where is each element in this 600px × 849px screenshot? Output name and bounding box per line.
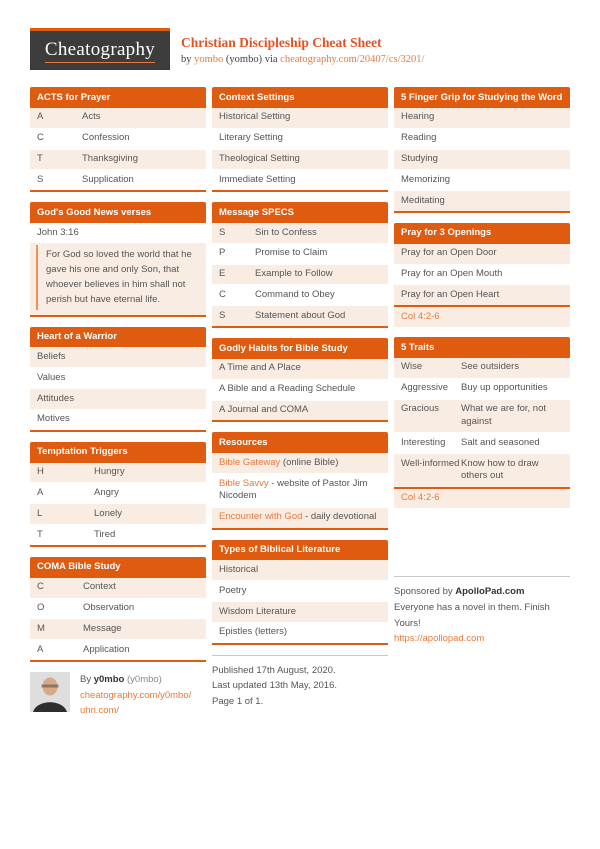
section-godly-habits-for-bible-study bbox=[212, 338, 388, 422]
section-pray-for-3-openings bbox=[394, 223, 570, 327]
footer-profile bbox=[30, 672, 206, 719]
published-text: Published 17th August, 2020. bbox=[212, 664, 336, 676]
section-types-of-biblical-literature bbox=[212, 540, 388, 645]
profile-alias: (y0mbo) bbox=[127, 673, 162, 685]
row-key: L bbox=[37, 507, 43, 519]
row-value: Buy up opportunities bbox=[461, 382, 548, 394]
row-value: Acts bbox=[82, 111, 101, 123]
section-row: Immediate Setting bbox=[212, 169, 388, 190]
section-row bbox=[30, 503, 206, 524]
section-row: Theological Setting bbox=[212, 149, 388, 170]
row-key: C bbox=[37, 581, 44, 593]
section-title: Godly Habits for Bible Study bbox=[212, 338, 388, 359]
page-title: Christian Discipleship Cheat Sheet bbox=[181, 35, 382, 50]
section-row: Pray for an Open Heart bbox=[394, 284, 570, 305]
section-row bbox=[30, 598, 206, 619]
section-row: Memorizing bbox=[394, 169, 570, 190]
section-title: ACTS for Prayer bbox=[30, 87, 206, 108]
profile-url-link[interactable]: cheatography.com/y0mbo/ bbox=[80, 689, 192, 701]
section-row bbox=[394, 432, 570, 453]
section-title: 5 Traits bbox=[394, 337, 570, 358]
cheatography-logo[interactable] bbox=[30, 28, 170, 70]
row-key: T bbox=[37, 153, 43, 164]
section-row: Beliefs bbox=[30, 347, 206, 367]
section-row: Wisdom Literature bbox=[212, 601, 388, 622]
section-body bbox=[394, 244, 570, 307]
section-row: A Time and A Place bbox=[212, 359, 388, 379]
section-row: Bible Gateway (online Bible) bbox=[212, 453, 388, 473]
row-key: Aggressive bbox=[401, 382, 448, 394]
row-value: See outsiders bbox=[461, 361, 520, 373]
section-title: Temptation Triggers bbox=[30, 442, 206, 463]
row-value: Message bbox=[83, 622, 122, 634]
row-key: S bbox=[219, 226, 226, 238]
row-key: O bbox=[37, 602, 45, 613]
title-block bbox=[181, 28, 424, 65]
section-title: Context Settings bbox=[212, 87, 388, 108]
byline-prefix: by bbox=[181, 54, 192, 65]
verse-quote-text: For God so loved the world that he gave his one and only Son, that whoever believes in him shall not perish but have eternal life. bbox=[36, 245, 199, 310]
row-key: T bbox=[37, 528, 43, 540]
section-row bbox=[30, 524, 206, 545]
section-row bbox=[212, 305, 388, 326]
row-value: Tired bbox=[94, 528, 116, 540]
row-value: Observation bbox=[83, 602, 135, 613]
row-key: A bbox=[37, 486, 44, 498]
section-row bbox=[212, 284, 388, 305]
row-key: E bbox=[219, 268, 226, 280]
row-key: P bbox=[219, 247, 226, 259]
row-key: S bbox=[37, 173, 44, 185]
section-body bbox=[30, 347, 206, 431]
column-3 bbox=[394, 87, 570, 647]
row-value: Promise to Claim bbox=[255, 247, 328, 259]
section-body bbox=[394, 358, 570, 489]
by-label: By bbox=[80, 673, 92, 685]
page-header bbox=[30, 28, 570, 70]
section-body bbox=[212, 359, 388, 422]
section-row bbox=[30, 128, 206, 149]
section-row bbox=[212, 264, 388, 285]
avatar bbox=[30, 672, 70, 712]
section-row bbox=[394, 378, 570, 399]
sponsor-tagline: Everyone has a novel in them. Finish Yours! bbox=[394, 601, 550, 629]
verse-quote bbox=[30, 243, 206, 315]
row-key: A bbox=[37, 643, 44, 655]
section-row bbox=[212, 223, 388, 243]
footer-meta bbox=[212, 655, 388, 710]
section-row: Attitudes bbox=[30, 388, 206, 409]
section-row bbox=[394, 399, 570, 433]
sponsor-name: ApolloPad.com bbox=[455, 586, 525, 598]
author-alias: (yombo) bbox=[225, 54, 263, 65]
resource-link[interactable]: Encounter with God bbox=[219, 511, 303, 523]
section-title: 5 Finger Grip for Studying the Word bbox=[394, 87, 570, 108]
row-value: Supplication bbox=[82, 173, 134, 185]
content-columns bbox=[30, 87, 570, 717]
profile-author: y0mbo bbox=[93, 673, 125, 685]
section-acts-for-prayer bbox=[30, 87, 206, 192]
footer-sponsor bbox=[394, 576, 570, 647]
column-2 bbox=[212, 87, 388, 707]
section-row: Historical bbox=[212, 560, 388, 580]
profile-text bbox=[80, 672, 191, 719]
row-value: Hungry bbox=[94, 466, 125, 478]
sheet-url-link[interactable]: cheatography.com/20407/cs/3201/ bbox=[280, 54, 425, 65]
row-value: Confession bbox=[82, 132, 130, 144]
section-row bbox=[30, 169, 206, 190]
section-temptation-triggers bbox=[30, 442, 206, 547]
row-key: A bbox=[37, 111, 44, 123]
section-message-specs bbox=[212, 202, 388, 328]
source-reference-link[interactable]: Col 4:2-6 bbox=[394, 489, 570, 509]
section-coma-bible-study bbox=[30, 557, 206, 662]
section-title: Resources bbox=[212, 432, 388, 453]
section-body bbox=[30, 578, 206, 662]
resource-link[interactable]: Bible Gateway bbox=[219, 456, 281, 468]
via-label: via bbox=[264, 54, 278, 65]
section-row bbox=[30, 618, 206, 639]
section-title: God's Good News verses bbox=[30, 202, 206, 223]
row-value: Lonely bbox=[94, 507, 122, 519]
section-title: Message SPECS bbox=[212, 202, 388, 223]
section-row: Historical Setting bbox=[212, 108, 388, 128]
row-value: Salt and seasoned bbox=[461, 436, 540, 448]
row-value: Example to Follow bbox=[255, 268, 333, 280]
author-link[interactable]: yombo bbox=[194, 54, 224, 65]
source-reference-link[interactable]: Col 4:2-6 bbox=[394, 307, 570, 327]
section-context-settings bbox=[212, 87, 388, 192]
row-value: Sin to Confess bbox=[255, 226, 317, 238]
section-row: Values bbox=[30, 367, 206, 388]
section-heart-of-a-warrior bbox=[30, 327, 206, 432]
section-row: Epistles (letters) bbox=[212, 622, 388, 643]
section-row bbox=[394, 453, 570, 487]
sponsored-by-label: Sponsored by bbox=[394, 586, 453, 598]
section-row bbox=[30, 463, 206, 483]
section-row: Poetry bbox=[212, 580, 388, 601]
row-value: What we are for, not against bbox=[461, 403, 547, 427]
row-key: H bbox=[37, 466, 44, 478]
section-row: Reading bbox=[394, 128, 570, 149]
section-body bbox=[30, 463, 206, 547]
section-row: Bible Savvy - website of Pastor Jim Nicodem bbox=[212, 473, 388, 507]
section-row: Pray for an Open Mouth bbox=[394, 264, 570, 285]
column-1 bbox=[30, 87, 206, 717]
section-title: Heart of a Warrior bbox=[30, 327, 206, 348]
section-row: Literary Setting bbox=[212, 128, 388, 149]
section-row: Pray for an Open Door bbox=[394, 244, 570, 264]
section-body bbox=[212, 560, 388, 644]
section-row bbox=[30, 639, 206, 660]
section-row: Meditating bbox=[394, 190, 570, 211]
row-key: Gracious bbox=[401, 403, 440, 415]
section-god-s-good-news-verses bbox=[30, 202, 206, 316]
section-body bbox=[212, 223, 388, 328]
section-row: A Bible and a Reading Schedule bbox=[212, 379, 388, 400]
section-row bbox=[30, 108, 206, 128]
row-key: Well-informed bbox=[401, 457, 460, 469]
verse-label: John 3:16 bbox=[30, 223, 206, 243]
section-title: COMA Bible Study bbox=[30, 557, 206, 578]
section-row: A Journal and COMA bbox=[212, 400, 388, 421]
section-row bbox=[30, 578, 206, 598]
section-row: Motives bbox=[30, 409, 206, 430]
page-number-text: Page 1 of 1. bbox=[212, 695, 264, 707]
profile-site-link[interactable]: uhri.com/ bbox=[80, 705, 120, 717]
row-key: Wise bbox=[401, 361, 423, 373]
section-title: Types of Biblical Literature bbox=[212, 540, 388, 561]
section-body bbox=[30, 108, 206, 192]
row-key: C bbox=[37, 132, 44, 144]
section-5-traits bbox=[394, 337, 570, 508]
row-key: S bbox=[219, 309, 226, 321]
cheatography-logo-text: Cheatography bbox=[45, 39, 155, 63]
section-row: Studying bbox=[394, 149, 570, 170]
row-value: Know how to draw others out bbox=[461, 457, 539, 482]
byline bbox=[181, 54, 424, 65]
section-5-finger-grip-for-studying-the-word bbox=[394, 87, 570, 213]
row-value: Angry bbox=[94, 486, 119, 498]
section-row bbox=[30, 149, 206, 170]
row-key: C bbox=[219, 288, 226, 300]
section-row bbox=[30, 482, 206, 503]
section-row: Hearing bbox=[394, 108, 570, 128]
section-resources bbox=[212, 432, 388, 529]
row-value: Application bbox=[83, 643, 130, 655]
section-body bbox=[212, 453, 388, 529]
section-row: Encounter with God - daily devotional bbox=[212, 507, 388, 528]
row-key: M bbox=[37, 622, 45, 634]
section-body bbox=[212, 108, 388, 192]
section-body bbox=[394, 108, 570, 213]
row-key: Interesting bbox=[401, 436, 446, 448]
row-value: Thanksgiving bbox=[82, 153, 138, 164]
row-value: Context bbox=[83, 581, 116, 593]
section-body bbox=[30, 223, 206, 317]
section-row bbox=[212, 243, 388, 264]
section-row bbox=[394, 358, 570, 378]
updated-text: Last updated 13th May, 2016. bbox=[212, 680, 337, 692]
row-value: Statement about God bbox=[255, 309, 346, 321]
row-value: Command to Obey bbox=[255, 288, 335, 300]
sponsor-url-link[interactable]: https://apollopad.com bbox=[394, 633, 485, 645]
section-title: Pray for 3 Openings bbox=[394, 223, 570, 244]
resource-link[interactable]: Bible Savvy bbox=[219, 477, 269, 489]
